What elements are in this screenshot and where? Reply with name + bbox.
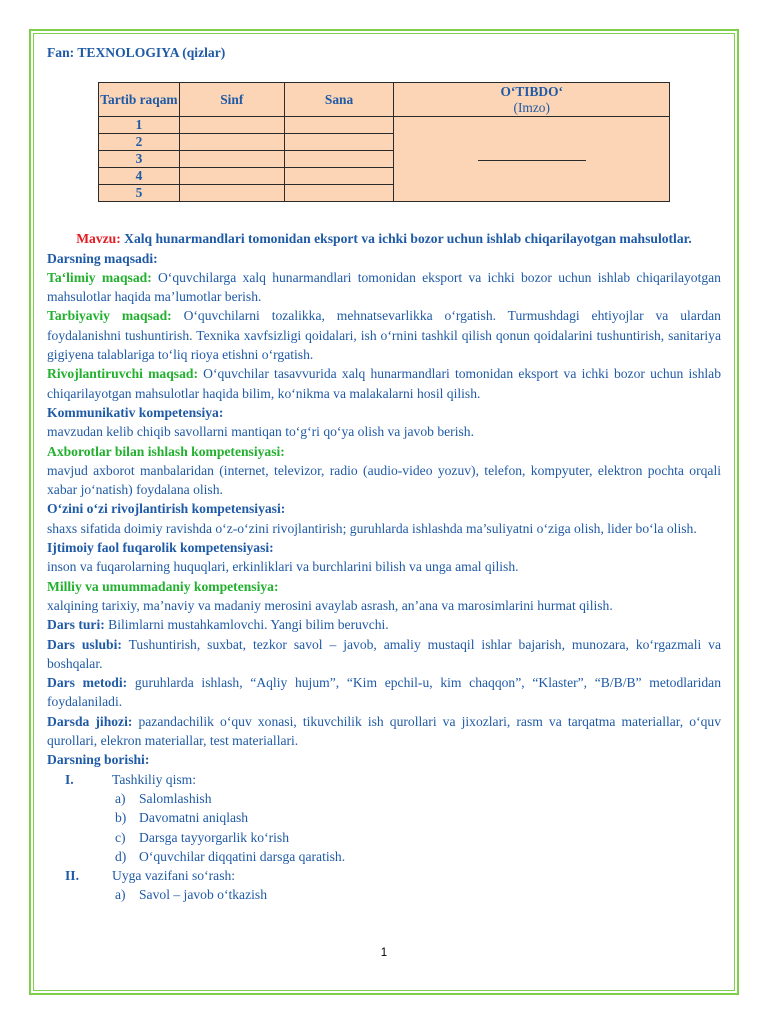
header-tartib: Tartib raqam <box>99 83 180 117</box>
item-letter: a) <box>115 887 126 903</box>
information-competence-label: Axborotlar bilan ishlash kompetensiyasi: <box>47 443 285 459</box>
lesson-topic <box>47 229 721 248</box>
item-text: Savol – javob o‘tkazish <box>139 887 267 903</box>
item-letter: b) <box>115 810 127 826</box>
lesson-equipment <box>47 712 721 751</box>
sinf-cell <box>179 185 284 202</box>
sana-cell <box>284 117 394 134</box>
lesson-equipment-text: pazandachilik o‘quv xonasi, tikuvchilik ish qurollari va jixozlari, rasm va tarqatma materiallar, o‘quv qurollari, elekron materiallar, test materiallari. <box>47 713 721 749</box>
signature-cell <box>394 117 670 202</box>
header-imzo-label: (Imzo) <box>513 99 550 115</box>
attendance-table <box>98 82 670 202</box>
sinf-cell <box>179 134 284 151</box>
item-text: Salomlashish <box>139 790 212 806</box>
lesson-method-label: Dars metodi: <box>47 675 128 691</box>
sana-cell <box>284 168 394 185</box>
signature-line <box>478 159 586 161</box>
sana-cell <box>284 185 394 202</box>
lesson-style-text: Tushuntirish, suxbat, tezkor savol – javob, amaliy mustaqil ishlar bajarish, munozara, ko‘rgazmali va boshqalar. <box>47 636 721 671</box>
outline-item <box>47 885 721 904</box>
lesson-type <box>47 615 721 634</box>
section-number: I. <box>65 771 74 787</box>
developmental-goal <box>47 364 721 403</box>
topic-label: Mavzu: <box>76 231 121 247</box>
outline-item <box>47 808 721 827</box>
sana-cell <box>284 151 394 168</box>
outline-section <box>47 770 721 789</box>
row-number: 5 <box>99 185 180 202</box>
upbringing-goal-text: O‘quvchilarni tozalikka, mehnatsevarlikka o‘rgatish. Turmushdagi ehtiyojlar va ulardan foydalanishni tushuntirish. Texnika xavfsizligi qoidalari, ish o‘rnini tashkil qilish qonun qoidalarini tushuntirish, sanitariya gigiyena talablariga to‘liq rioya etishni o‘rgatish. <box>47 308 721 363</box>
row-number: 1 <box>99 117 180 134</box>
header-sinf: Sinf <box>179 83 284 117</box>
educational-goal-label: Ta‘limiy maqsad: <box>47 269 152 285</box>
civic-competence-label: Ijtimoiy faol fuqarolik kompetensiyasi: <box>47 540 274 556</box>
educational-goal <box>47 268 721 307</box>
item-letter: a) <box>115 790 126 806</box>
row-number: 2 <box>99 134 180 151</box>
lesson-style <box>47 635 721 674</box>
item-text: O‘quvchilar diqqatini darsga qaratish. <box>139 848 346 864</box>
sinf-cell <box>179 117 284 134</box>
self-development-competence-text: shaxs sifatida doimiy ravishda o‘z-o‘zini rivojlantirish; guruhlarda ishlashda ma’suliyatni o‘ziga olish, lider bo‘la olish. <box>47 520 697 536</box>
lesson-equipment-label: Darsda jihozi: <box>47 713 133 729</box>
information-competence-text: mavjud axborot manbalaridan (internet, televizor, radio (audio-video yozuv), telefon, kompyuter, elektron pochta orqali xabar jo‘natish) foydalana olish. <box>47 462 721 498</box>
page-number: 1 <box>380 947 388 959</box>
lesson-outline <box>47 770 721 905</box>
outline-item <box>47 847 721 866</box>
header-otibdo <box>394 83 670 117</box>
communicative-competence-text: mavzudan kelib chiqib savollarni mantiqan to‘g‘ri qo‘ya olish va javob berish. <box>47 424 474 440</box>
developmental-goal-label: Rivojlantiruvchi maqsad: <box>47 366 198 382</box>
item-letter: c) <box>115 829 126 845</box>
lesson-method <box>47 673 721 712</box>
developmental-goal-text: O‘quvchilar tasavvurida xalq hunarmandlari tomonidan eksport va ichki bozor uchun ishlab chiqarilayotgan mahsulotlar haqida bilim, ko‘nikma va malakalarni hosil qilish. <box>47 366 721 401</box>
document-body <box>47 43 721 905</box>
header-sana: Sana <box>284 83 394 117</box>
lesson-method-text: guruhlarda ishlash, “Aqliy hujum”, “Kim epchil-u, kim chaqqon”, “Klaster”, “B/B/B” metodlaridan foydalaniladi. <box>47 675 721 710</box>
sinf-cell <box>179 168 284 185</box>
outline-section <box>47 866 721 885</box>
topic-text: Xalq hunarmandlari tomonidan eksport va ichki bozor uchun ishlab chiqarilayotgan mahsulotlar. <box>124 231 692 247</box>
section-number: II. <box>65 868 79 884</box>
section-title: Uyga vazifani so‘rash: <box>112 868 236 884</box>
subject-heading: Fan: TEXNOLOGIYA (qizlar) <box>47 45 226 60</box>
item-letter: d) <box>115 848 127 864</box>
educational-goal-text: O‘quvchilarga xalq hunarmandlari tomonidan eksport va ichki bozor uchun ishlab chiqarilayotgan mahsulotlar haqida ma’lumotlar berish. <box>47 269 721 305</box>
item-text: Darsga tayyorgarlik ko‘rish <box>139 829 289 845</box>
row-number: 3 <box>99 151 180 168</box>
upbringing-goal-label: Tarbiyaviy maqsad: <box>47 308 172 324</box>
upbringing-goal <box>47 306 721 364</box>
cultural-competence-label: Milliy va umummadaniy kompetensiya: <box>47 578 279 594</box>
lesson-type-label: Dars turi: <box>47 617 105 633</box>
section-title: Tashkiliy qism: <box>112 771 197 787</box>
communicative-competence-label: Kommunikativ kompetensiya: <box>47 404 224 420</box>
outline-item <box>47 789 721 808</box>
sana-cell <box>284 134 394 151</box>
lesson-type-text: Bilimlarni mustahkamlovchi. Yangi bilim beruvchi. <box>104 617 389 633</box>
cultural-competence-text: xalqining tarixiy, ma’naviy va madaniy merosini avaylab asrash, an’ana va marosimlarini hurmat qilish. <box>47 597 613 613</box>
item-text: Davomatni aniqlash <box>139 810 249 826</box>
civic-competence-text: inson va fuqarolarning huquqlari, erkinliklari va burchlarini bilish va unga amal qilish. <box>47 559 519 575</box>
lesson-progress-heading: Darsning borishi: <box>47 752 150 768</box>
sinf-cell <box>179 151 284 168</box>
row-number: 4 <box>99 168 180 185</box>
lesson-style-label: Dars uslubi: <box>47 636 122 652</box>
self-development-competence-label: O‘zini o‘zi rivojlantirish kompetensiyasi: <box>47 501 286 517</box>
outline-item <box>47 828 721 847</box>
objectives-heading: Darsning maqsadi: <box>47 250 158 266</box>
header-otibdo-label: O‘TIBDO‘ <box>500 83 563 99</box>
